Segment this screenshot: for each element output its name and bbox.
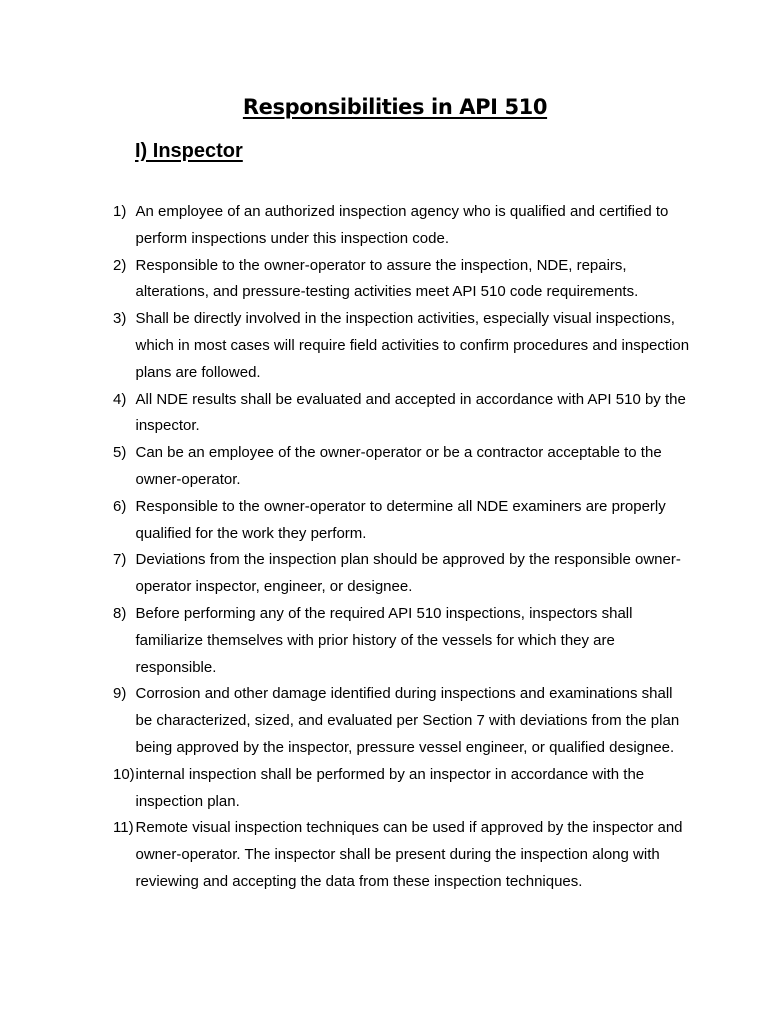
- list-item-text: Remote visual inspection techniques can be used if approved by the inspector and owner-operator. The inspector shall be present during the inspection along with reviewing and accepting the data from these inspection techniques.: [135, 819, 683, 890]
- list-item: [113, 387, 693, 441]
- list-item-number: 5): [113, 444, 127, 462]
- list-item: [113, 547, 693, 601]
- list-item-text: Corrosion and other damage identified during inspections and examinations shall be characterized, sized, and evaluated per Section 7 with deviations from the plan being approved by the inspector, pressure vessel engineer, or qualified designee.: [135, 685, 680, 756]
- list-item-text: internal inspection shall be performed by an inspector in accordance with the inspection plan.: [135, 765, 645, 810]
- list-item: [113, 681, 693, 761]
- list-item-number: 8): [113, 604, 127, 622]
- list-item: [113, 815, 693, 895]
- list-item-number: 6): [113, 497, 127, 515]
- list-item-text: Can be an employee of the owner-operator or be a contractor acceptable to the owner-operator.: [135, 444, 662, 488]
- list-item-number: 10): [113, 765, 135, 783]
- list-item-number: 7): [113, 551, 127, 569]
- list-item: [113, 601, 693, 681]
- list-item-text: Deviations from the inspection plan should be approved by the responsible owner-operator inspector, engineer, or designee.: [135, 551, 681, 596]
- list-item-text: Responsible to the owner-operator to assure the inspection, NDE, repairs, alterations, and pressure-testing activities meet API 510 code requirements.: [135, 256, 639, 301]
- list-item: [113, 494, 693, 548]
- list-item-number: 9): [113, 685, 127, 703]
- list-item: [113, 440, 693, 494]
- list-item-text: Shall be directly involved in the inspection activities, especially visual inspections, which in most cases will require field activities to confirm procedures and inspection plans are followed.: [135, 310, 690, 381]
- document-title: Responsibilities in API 510: [242, 95, 548, 119]
- list-item-number: 3): [113, 310, 127, 328]
- list-item-text: An employee of an authorized inspection agency who is qualified and certified to perform inspections under this inspection code.: [135, 203, 669, 247]
- list-item: [113, 306, 693, 386]
- section-heading: I) Inspector: [135, 140, 243, 162]
- list-item-number: 11): [113, 819, 134, 837]
- list-item-text: Before performing any of the required API 510 inspections, inspectors shall familiarize themselves with prior history of the vessels for which they are responsible.: [135, 604, 633, 676]
- list-item-number: 1): [113, 203, 127, 220]
- list-item-number: 2): [113, 256, 127, 274]
- list-item-number: 4): [113, 390, 127, 408]
- list-item: [113, 762, 693, 816]
- list-item: [113, 199, 693, 253]
- list-item-text: Responsible to the owner-operator to determine all NDE examiners are properly qualified for the work they perform.: [135, 497, 666, 542]
- list-item-text: All NDE results shall be evaluated and accepted in accordance with API 510 by the inspector.: [135, 390, 686, 435]
- list-item: [113, 253, 693, 307]
- responsibilities-list: [113, 199, 693, 896]
